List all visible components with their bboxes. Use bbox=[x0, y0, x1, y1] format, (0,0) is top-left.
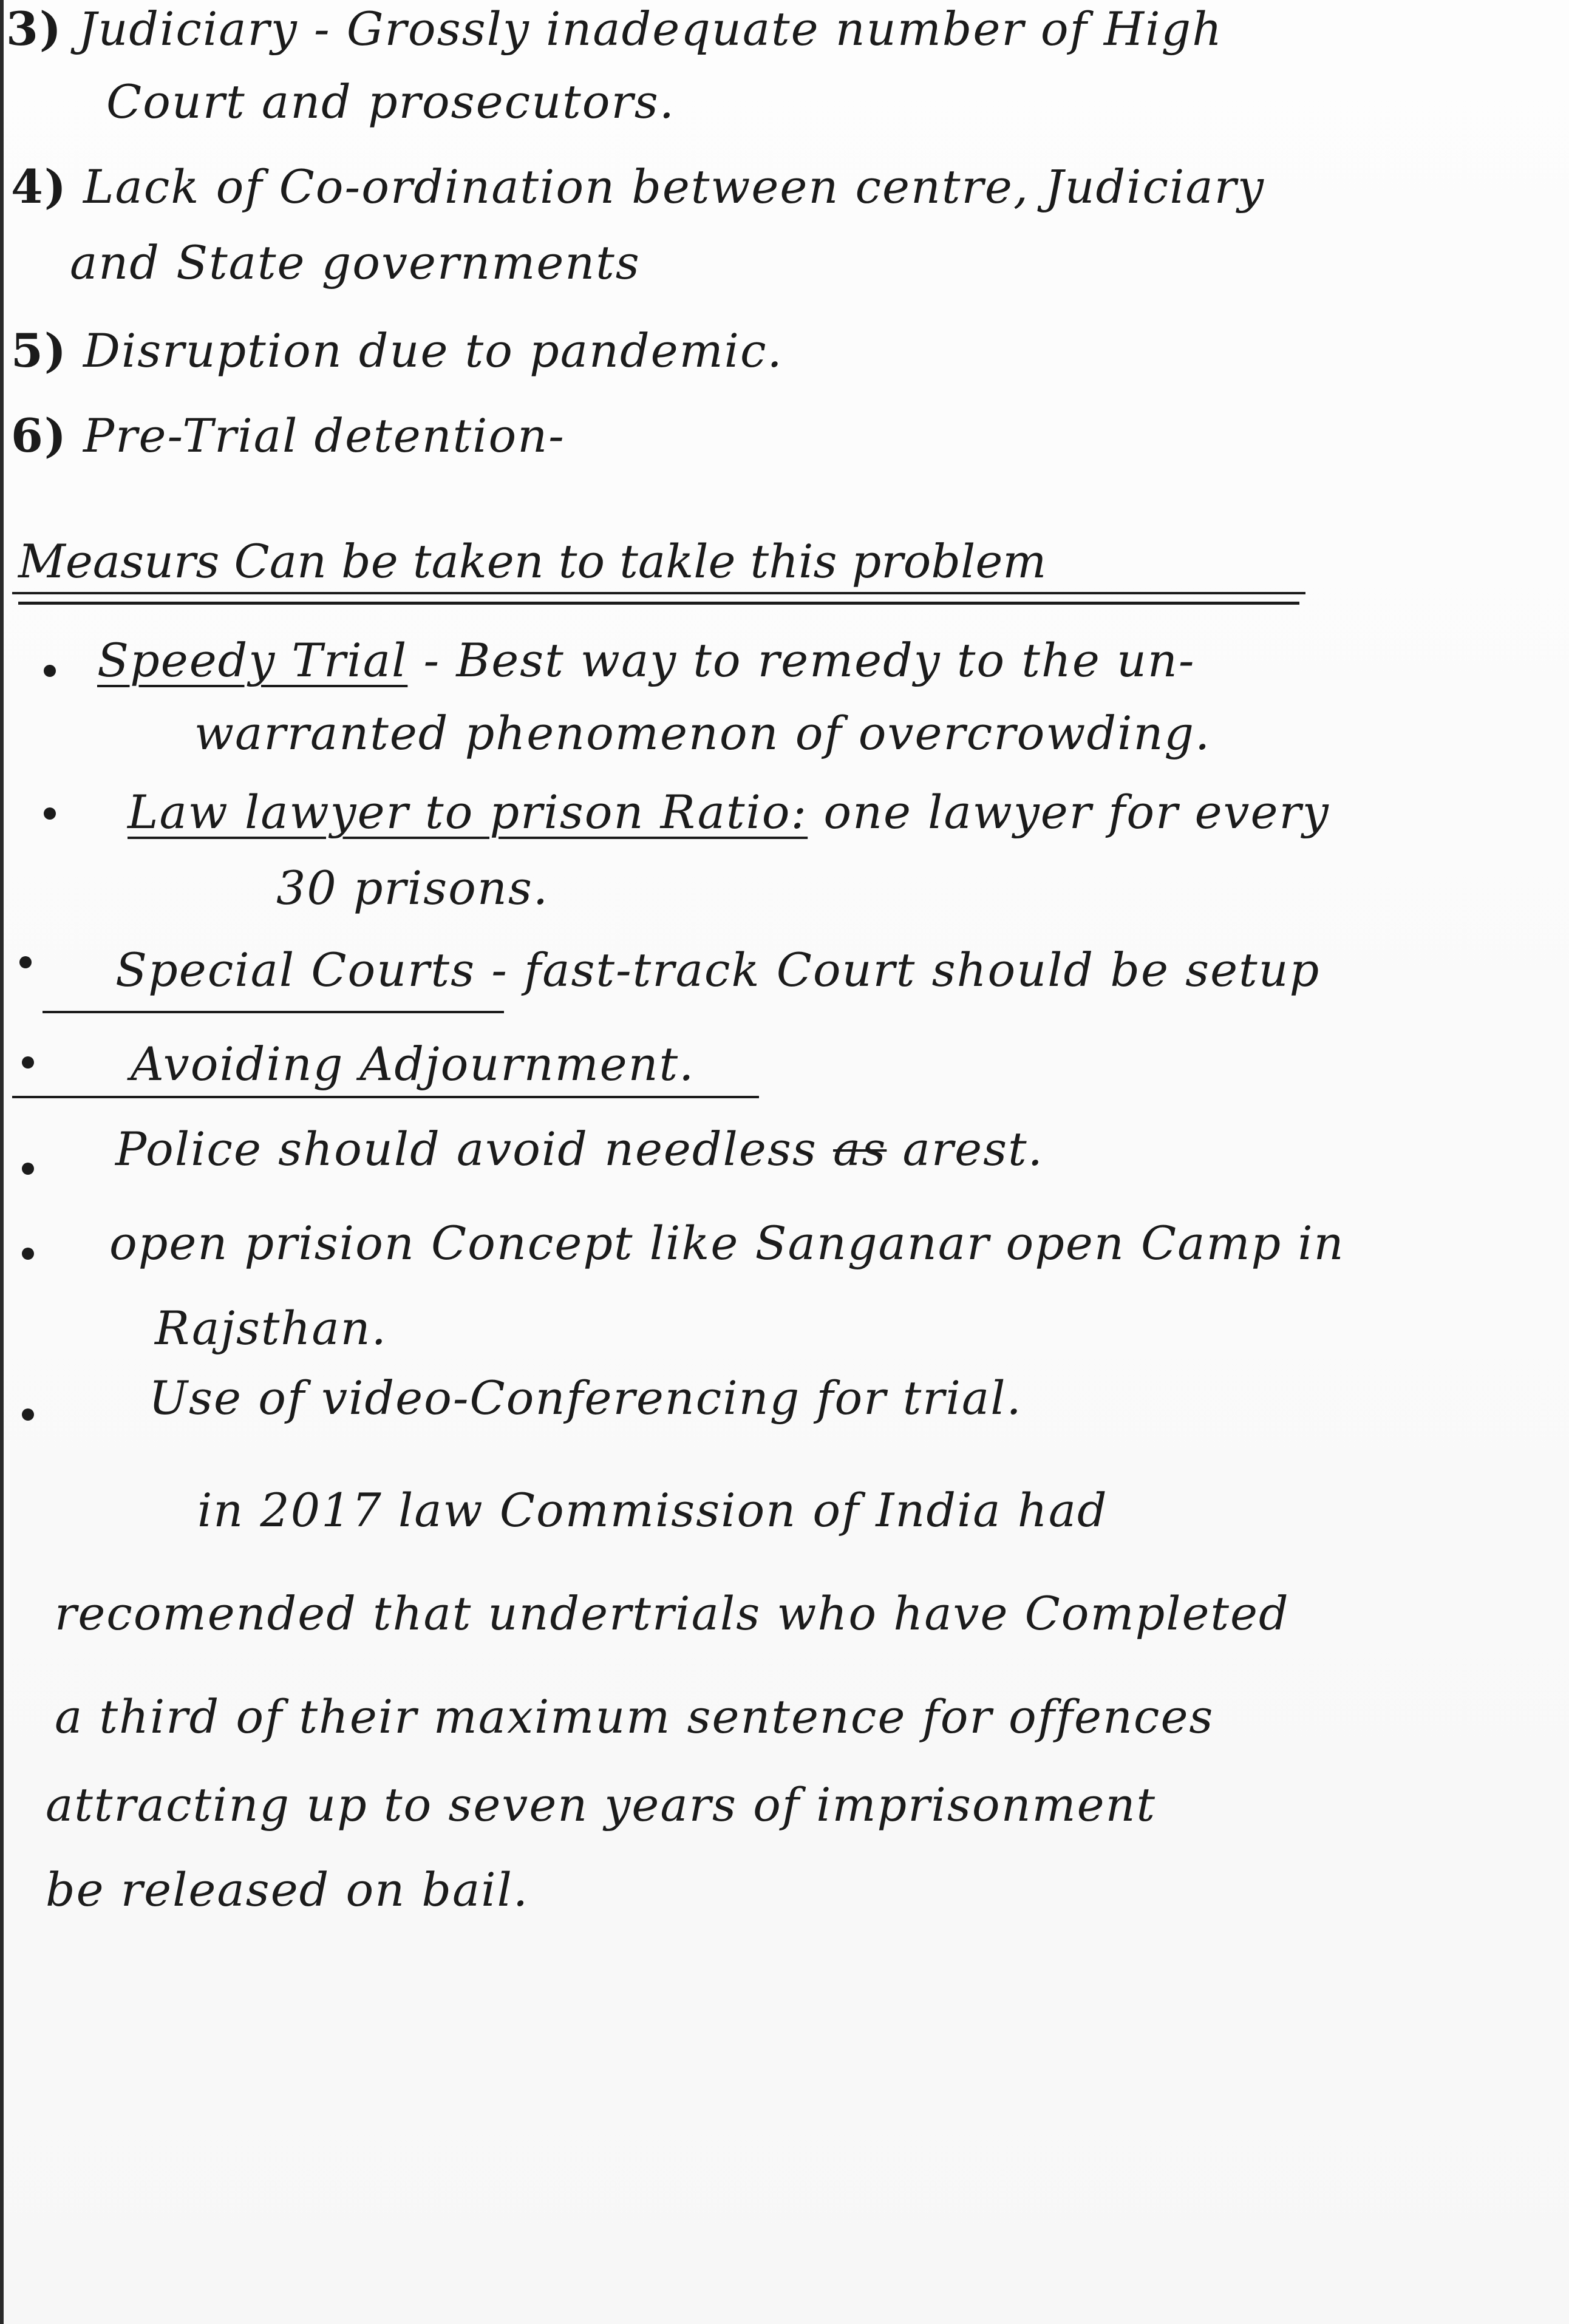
point-3-line-1: 3) Judiciary - Grossly inadequate number of High bbox=[6, 2, 1224, 56]
measure-open-prison-cont: Rajsthan. bbox=[155, 1301, 387, 1355]
measure-lawyer-ratio-cont: 30 prisons. bbox=[276, 861, 550, 915]
bullet-dot bbox=[22, 1248, 34, 1260]
point-5: 5) Disruption due to pandemic. bbox=[11, 324, 783, 378]
measure-speedy-trial: Speedy Trial - Best way to remedy to the un- bbox=[97, 633, 1196, 687]
underline-special-courts bbox=[43, 1011, 504, 1013]
closing-line-5: be released on bail. bbox=[46, 1863, 529, 1917]
bullet-dot bbox=[19, 956, 32, 968]
bullet-dot bbox=[44, 665, 56, 677]
bullet-dot bbox=[22, 1408, 34, 1421]
measure-police: Police should avoid needless as arest. bbox=[115, 1122, 1044, 1176]
measure-speedy-trial-cont: warranted phenomenon of overcrowding. bbox=[194, 706, 1211, 760]
point-4-line-2: and State governments bbox=[70, 236, 641, 290]
closing-line-1: in 2017 law Commission of India had bbox=[197, 1483, 1108, 1537]
point-6: 6) Pre-Trial detention- bbox=[11, 409, 565, 463]
measure-avoiding-adjournment: Avoiding Adjournment. bbox=[131, 1037, 695, 1091]
closing-line-3: a third of their maximum sentence for offences bbox=[55, 1690, 1214, 1744]
point-3-line-2: Court and prosecutors. bbox=[106, 75, 675, 129]
measures-heading: Measurs Can be taken to takle this problem bbox=[18, 534, 1299, 605]
closing-line-2: recomended that undertrials who have Completed bbox=[55, 1586, 1290, 1640]
measure-special-courts: Special Courts - fast-track Court should be setup bbox=[115, 943, 1321, 997]
bullet-dot bbox=[44, 807, 56, 820]
underline-adjournment bbox=[12, 1096, 759, 1098]
measure-video-conferencing: Use of video-Conferencing for trial. bbox=[149, 1371, 1023, 1425]
point-4-line-1: 4) Lack of Co-ordination between centre, Judiciary bbox=[11, 160, 1265, 214]
bullet-dot bbox=[22, 1163, 34, 1175]
bullet-dot bbox=[22, 1056, 34, 1069]
margin-line bbox=[0, 0, 4, 2324]
heading-double-rule bbox=[12, 592, 1305, 594]
measure-open-prison: open prision Concept like Sanganar open Camp in bbox=[109, 1216, 1345, 1270]
closing-line-4: attracting up to seven years of imprisonment bbox=[46, 1778, 1157, 1832]
measure-lawyer-ratio: Law lawyer to prison Ratio: one lawyer for every bbox=[128, 785, 1330, 839]
